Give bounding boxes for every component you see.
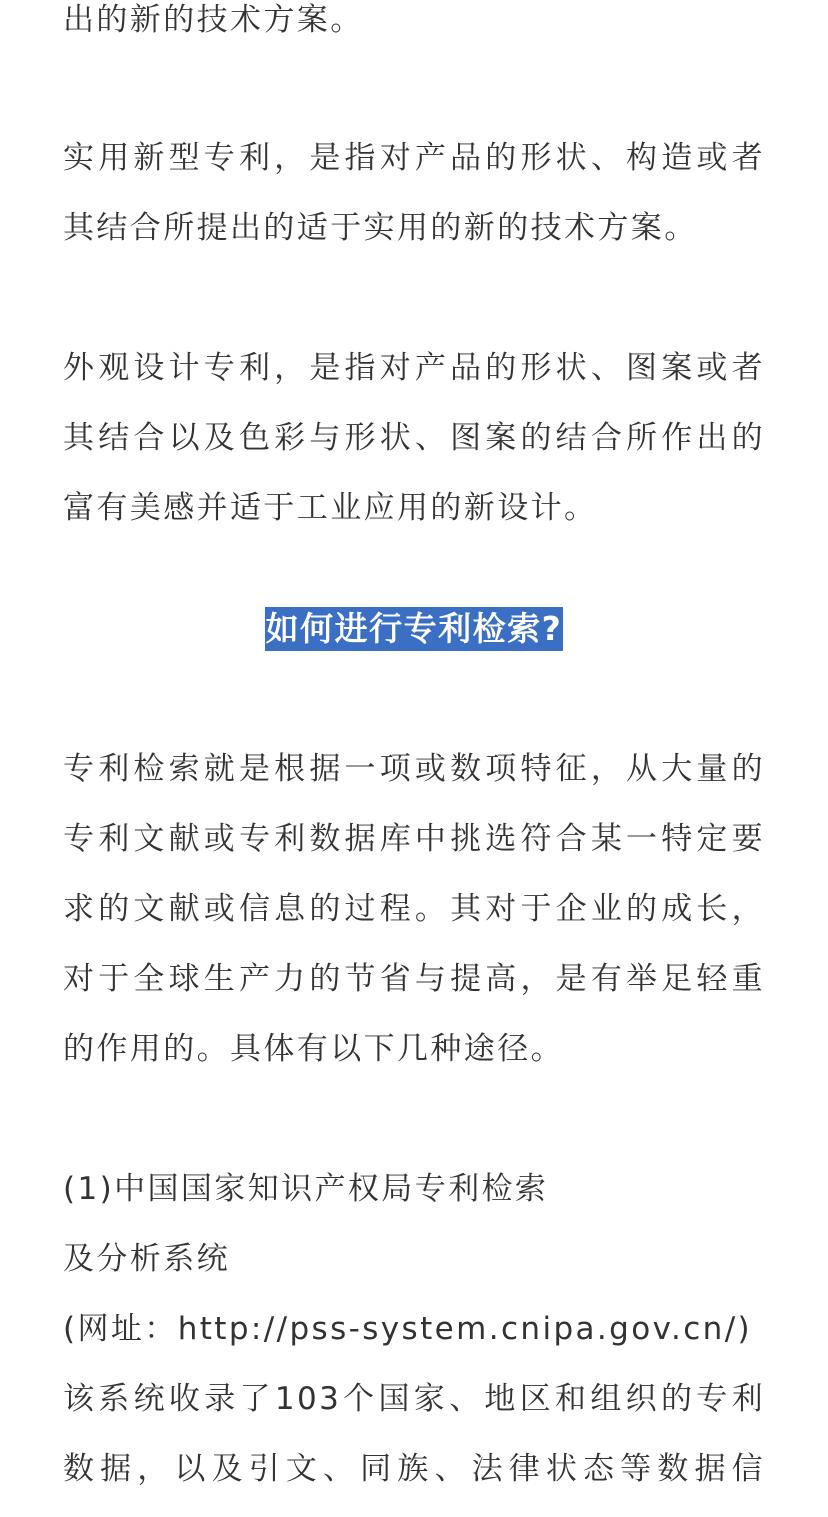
text-line: 专利检索就是根据一项或数项特征，从大量的 xyxy=(63,751,765,787)
text-line: 及分析系统 xyxy=(63,1241,230,1277)
section-heading: 如何进行专利检索? xyxy=(265,607,564,651)
text-line: 实用新型专利，是指对产品的形状、构造或者 xyxy=(63,140,765,176)
text-line: 出的新的技术方案。 xyxy=(63,2,364,38)
text-line: 数据，以及引文、同族、法律状态等数据信 xyxy=(63,1451,765,1487)
text-line: 外观设计专利，是指对产品的形状、图案或者 xyxy=(63,350,765,386)
text-line: 求的文献或信息的过程。其对于企业的成长， xyxy=(63,891,765,927)
text-line: 其结合以及色彩与形状、图案的结合所作出的 xyxy=(63,420,765,456)
text-line: 专利文献或专利数据库中挑选符合某一特定要 xyxy=(63,821,765,857)
section-heading-wrap xyxy=(63,607,765,651)
text-line: 其结合所提出的适于实用的新的技术方案。 xyxy=(63,210,698,246)
text-line: (1)中国国家知识产权局专利检索 xyxy=(63,1171,549,1207)
text-line: 对于全球生产力的节省与提高，是有举足轻重 xyxy=(63,961,765,997)
text-line: 该系统收录了103个国家、地区和组织的专利 xyxy=(63,1381,765,1417)
text-line: 的作用的。具体有以下几种途径。 xyxy=(63,1031,564,1067)
url-line: (网址：http://pss-system.cnipa.gov.cn/) xyxy=(63,1311,753,1347)
text-line: 富有美感并适于工业应用的新设计。 xyxy=(63,490,598,526)
